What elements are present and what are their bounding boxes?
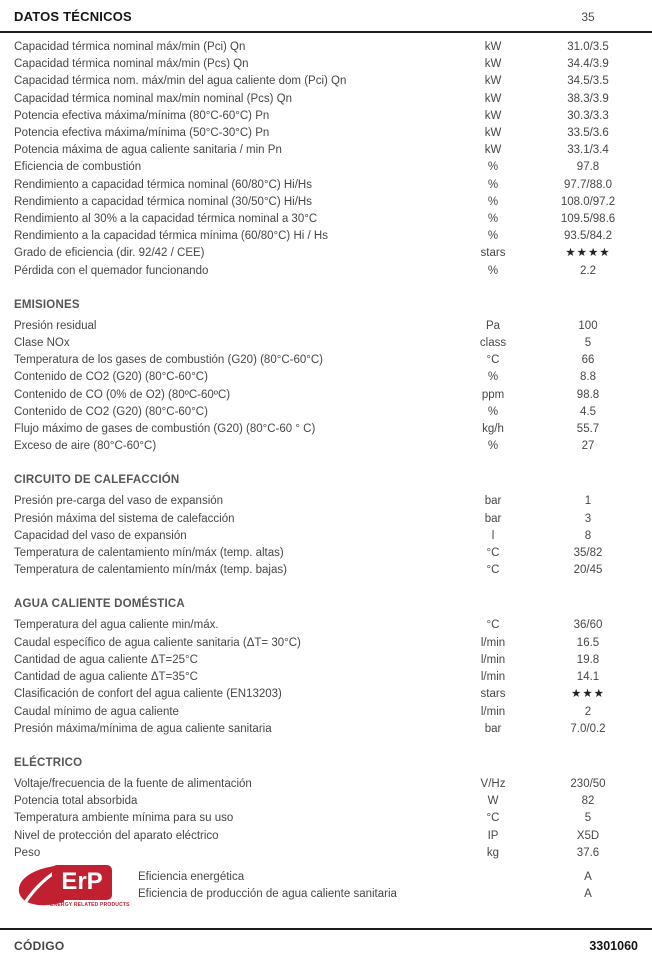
erp-logo-box <box>52 865 112 900</box>
erp-row <box>138 886 638 903</box>
row-value: 33.5/3.6 <box>567 127 609 140</box>
row-label: Eficiencia de combustión <box>14 161 142 174</box>
table-row <box>14 387 638 404</box>
row-label: Presión residual <box>14 319 97 332</box>
row-unit: °C <box>486 619 500 632</box>
row-value: 27 <box>581 440 595 453</box>
row-value: 97.7/88.0 <box>564 178 612 191</box>
row-unit: kW <box>484 127 502 140</box>
spec-table <box>0 33 652 862</box>
page-number: 35 <box>581 9 595 24</box>
row-label: Caudal específico de agua caliente sanitaria (ΔT= 30°C) <box>14 636 301 649</box>
section-title: AGUA CALIENTE DOMÉSTICA <box>14 598 185 611</box>
row-label: Potencia efectiva máxima/mínima (50°C-30°C) Pn <box>14 127 270 140</box>
table-row <box>14 686 638 703</box>
row-value: 2.2 <box>580 264 596 277</box>
row-value: 7.0/0.2 <box>570 722 606 735</box>
row-value: 16.5 <box>576 636 600 649</box>
erp-logo-text: ErP <box>61 868 103 896</box>
row-value: 108.0/97.2 <box>560 195 616 208</box>
row-value: 14.1 <box>576 671 600 684</box>
row-unit: stars <box>480 247 506 260</box>
row-value: 2 <box>584 705 592 718</box>
table-row <box>14 511 638 528</box>
row-label: Peso <box>14 846 41 859</box>
row-label: Grado de eficiencia (dir. 92/42 / CEE) <box>14 247 205 260</box>
row-label: Potencia efectiva máxima/mínima (80°C-60°C) Pn <box>14 109 270 122</box>
table-row <box>14 318 638 335</box>
row-unit: ppm <box>481 388 505 401</box>
row-label: Temperatura de calentamiento mín/máx (temp. altas) <box>14 547 284 560</box>
table-row <box>14 73 638 90</box>
row-value: 35/82 <box>573 547 603 560</box>
row-value: 34.4/3.9 <box>567 58 609 71</box>
table-row <box>14 177 638 194</box>
erp-logo <box>14 862 130 910</box>
table-row <box>14 228 638 245</box>
row-unit: °C <box>486 812 500 825</box>
row-label: Nivel de protección del aparato eléctrico <box>14 829 219 842</box>
erp-row-label: Eficiencia de producción de agua caliente sanitaria <box>138 887 397 900</box>
table-row <box>14 438 638 455</box>
row-unit: % <box>487 230 499 243</box>
code-value: 3301060 <box>589 938 638 953</box>
row-label: Rendimiento a capacidad térmica nominal (60/80°C) Hi/Hs <box>14 178 312 191</box>
row-unit: % <box>487 161 499 174</box>
section-title: ELÉCTRICO <box>14 756 83 769</box>
row-value: 109.5/98.6 <box>560 213 616 226</box>
table-row <box>14 669 638 686</box>
row-value: 3 <box>584 512 592 525</box>
row-label: Rendimiento al 30% a la capacidad térmica nominal a 30°C <box>14 213 318 226</box>
erp-energy-block <box>0 862 652 920</box>
row-value: 93.5/84.2 <box>564 230 612 243</box>
row-unit: bar <box>484 512 502 525</box>
table-row <box>14 617 638 634</box>
row-label: Potencia máxima de agua caliente sanitaria / min Pn <box>14 144 282 157</box>
erp-row-label: Eficiencia energética <box>138 870 245 883</box>
row-label: Clase NOx <box>14 337 70 350</box>
row-value: ★★★ <box>571 688 605 701</box>
row-unit: l/min <box>480 653 506 666</box>
table-row <box>14 421 638 438</box>
row-unit: % <box>487 178 499 191</box>
row-label: Temperatura del agua caliente min/máx. <box>14 619 219 632</box>
row-label: Voltaje/frecuencia de la fuente de alimentación <box>14 777 252 790</box>
row-label: Capacidad térmica nominal máx/min (Pci) Qn <box>14 41 246 53</box>
table-row <box>14 335 638 352</box>
table-row <box>14 39 638 56</box>
row-unit: l/min <box>480 671 506 684</box>
row-unit: kg <box>486 846 500 859</box>
row-value: 5 <box>584 337 592 350</box>
table-row <box>14 142 638 159</box>
table-row <box>14 562 638 579</box>
row-unit: °C <box>486 564 500 577</box>
table-row <box>14 635 638 652</box>
row-value: 31.0/3.5 <box>567 41 609 53</box>
row-label: Presión pre-carga del vaso de expansión <box>14 495 224 508</box>
row-value: 33.1/3.4 <box>567 144 609 157</box>
row-unit: stars <box>480 688 506 701</box>
row-label: Temperatura de los gases de combustión (G20) (80°C-60°C) <box>14 354 323 367</box>
table-row <box>14 91 638 108</box>
row-value: 8.8 <box>580 371 596 384</box>
row-unit: % <box>487 213 499 226</box>
row-unit: W <box>487 795 499 808</box>
row-value: ★★★★ <box>565 247 611 260</box>
row-value: 30.3/3.3 <box>567 109 609 122</box>
table-row <box>14 652 638 669</box>
row-label: Contenido de CO2 (G20) (80°C-60°C) <box>14 405 208 418</box>
row-value: 98.8 <box>576 388 600 401</box>
row-unit: l/min <box>480 636 506 649</box>
row-unit: % <box>487 264 499 277</box>
row-unit: kW <box>484 92 502 105</box>
row-label: Flujo máximo de gases de combustión (G20) (80°C-60 ° C) <box>14 423 316 436</box>
row-label: Cantidad de agua caliente ΔT=35°C <box>14 671 198 684</box>
table-row <box>14 194 638 211</box>
row-unit: bar <box>484 495 502 508</box>
row-value: 20/45 <box>573 564 603 577</box>
table-row <box>14 125 638 142</box>
table-row <box>14 369 638 386</box>
row-label: Contenido de CO (0% de O2) (80ºC-60ºC) <box>14 388 231 401</box>
table-row <box>14 545 638 562</box>
erp-efficiency-rows <box>138 869 638 903</box>
row-value: 38.3/3.9 <box>567 92 609 105</box>
table-row <box>14 704 638 721</box>
row-value: 37.6 <box>576 846 600 859</box>
row-label: Cantidad de agua caliente ΔT=25°C <box>14 653 198 666</box>
row-label: Presión máxima/mínima de agua caliente sanitaria <box>14 722 272 735</box>
row-value: 5 <box>584 812 592 825</box>
row-unit: l <box>491 529 495 542</box>
row-value: 82 <box>581 795 595 808</box>
row-unit: kg/h <box>482 423 504 436</box>
row-label: Contenido de CO2 (G20) (80°C-60°C) <box>14 371 208 384</box>
table-row <box>14 56 638 73</box>
table-row <box>14 845 638 862</box>
row-value: 97.8 <box>576 161 600 174</box>
row-label: Rendimiento a capacidad térmica nominal (30/50°C) Hi/Hs <box>14 195 312 208</box>
row-label: Clasificación de confort del agua caliente (EN13203) <box>14 688 282 701</box>
row-unit: °C <box>486 354 500 367</box>
erp-row-value: A <box>584 887 592 900</box>
erp-logo-subtext: ENERGY RELATED PRODUCTS <box>50 901 130 908</box>
table-row <box>14 263 638 280</box>
row-value: 55.7 <box>576 423 600 436</box>
row-value: 36/60 <box>573 619 603 632</box>
row-unit: kW <box>484 109 502 122</box>
table-row <box>14 793 638 810</box>
table-row <box>14 776 638 793</box>
row-unit: kW <box>484 58 502 71</box>
row-unit: IP <box>487 829 499 842</box>
table-row <box>14 404 638 421</box>
section-title: EMISIONES <box>14 298 80 311</box>
row-value: 8 <box>584 529 592 542</box>
row-unit: kW <box>484 75 502 88</box>
row-value: 100 <box>578 319 598 332</box>
row-label: Rendimiento a la capacidad térmica mínima (60/80°C) Hi / Hs <box>14 230 328 243</box>
page-header <box>0 0 652 33</box>
row-label: Temperatura de calentamiento mín/máx (temp. bajas) <box>14 564 287 577</box>
erp-row <box>138 869 638 886</box>
row-label: Capacidad térmica nom. máx/min del agua caliente dom (Pci) Qn <box>14 75 347 88</box>
table-row <box>14 721 638 738</box>
row-label: Pérdida con el quemador funcionando <box>14 264 209 277</box>
row-unit: % <box>487 440 499 453</box>
section-title: CIRCUITO DE CALEFACCIÓN <box>14 474 180 487</box>
row-label: Capacidad térmica nominal max/min nominal (Pcs) Qn <box>14 92 293 105</box>
row-unit: V/Hz <box>480 777 506 790</box>
row-label: Caudal mínimo de agua caliente <box>14 705 179 718</box>
row-value: 4.5 <box>580 405 596 418</box>
table-row <box>14 528 638 545</box>
table-row <box>14 211 638 228</box>
row-unit: kW <box>484 144 502 157</box>
row-unit: bar <box>484 722 502 735</box>
row-unit: kW <box>484 41 502 53</box>
row-unit: °C <box>486 547 500 560</box>
table-row <box>14 493 638 510</box>
row-label: Temperatura ambiente mínima para su uso <box>14 812 234 825</box>
table-row <box>14 352 638 369</box>
row-unit: Pa <box>485 319 501 332</box>
row-unit: l/min <box>480 705 506 718</box>
row-label: Potencia total absorbida <box>14 795 138 808</box>
row-value: X5D <box>576 829 600 842</box>
row-unit: % <box>487 405 499 418</box>
code-label: CÓDIGO <box>14 938 65 953</box>
table-row <box>14 108 638 125</box>
row-unit: % <box>487 371 499 384</box>
row-value: 230/50 <box>570 777 606 790</box>
table-row <box>14 828 638 845</box>
row-value: 34.5/3.5 <box>567 75 609 88</box>
row-label: Capacidad térmica nominal máx/min (Pcs) Qn <box>14 58 249 71</box>
erp-row-value: A <box>584 870 592 883</box>
row-value: 1 <box>584 495 592 508</box>
table-row <box>14 810 638 827</box>
row-unit: class <box>479 337 507 350</box>
row-value: 66 <box>581 354 595 367</box>
table-row <box>14 159 638 176</box>
table-row <box>14 245 638 262</box>
row-label: Presión máxima del sistema de calefacción <box>14 512 235 525</box>
row-unit: % <box>487 195 499 208</box>
row-label: Exceso de aire (80°C-60°C) <box>14 440 157 453</box>
page-title: DATOS TÉCNICOS <box>14 9 132 24</box>
row-value: 19.8 <box>576 653 600 666</box>
row-label: Capacidad del vaso de expansión <box>14 529 187 542</box>
page-footer <box>0 928 652 962</box>
